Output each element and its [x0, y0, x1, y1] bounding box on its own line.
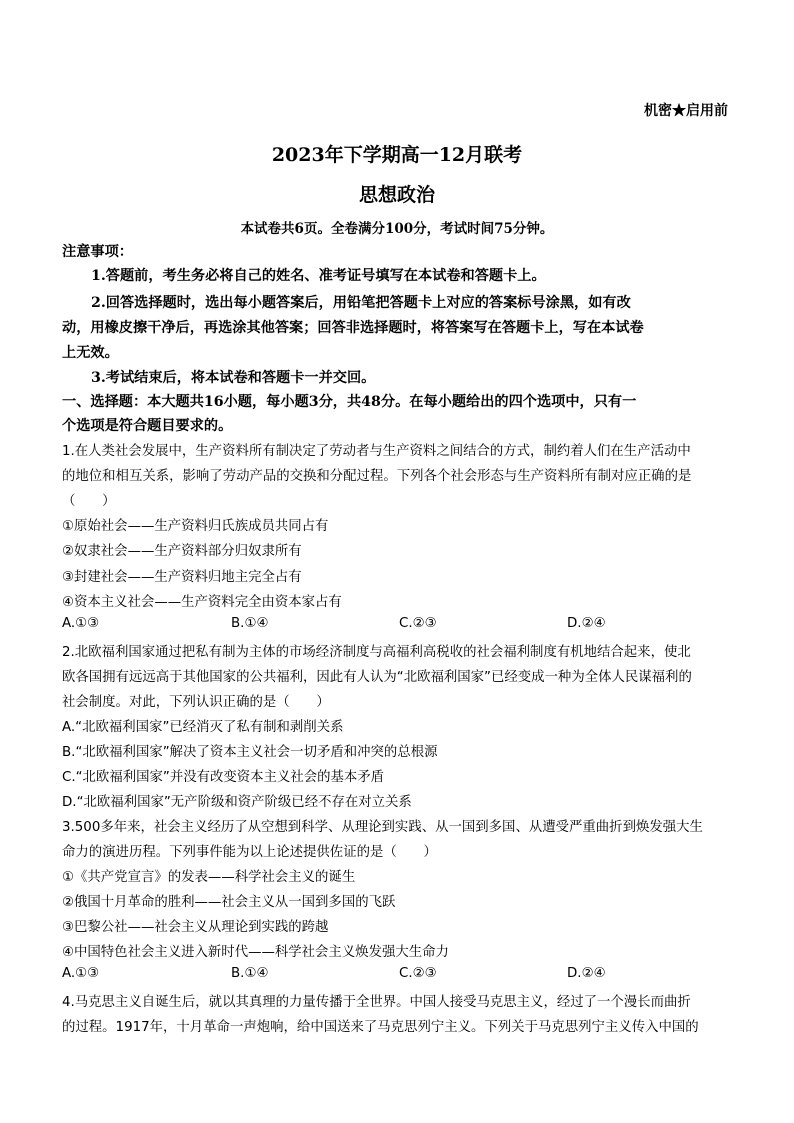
note-2-line-3: 上无效。: [62, 345, 119, 361]
q2-option-b: B.“北欧福利国家”解决了资本主义社会一切矛盾和冲突的总根源: [62, 745, 438, 760]
q1-item-1: ①原始社会——生产资料归氏族成员共同占有: [62, 519, 329, 534]
q1-item-3: ③封建社会——生产资料归地主完全占有: [62, 570, 302, 585]
q2-stem-line-3: 社会制度。对此，下列认识正确的是（ ）: [62, 695, 330, 710]
q1-stem-line-2: 的地位和相互关系，影响了劳动产品的交换和分配过程。下列各个社会形态与生产资料所有制对应正确的是: [62, 469, 692, 484]
exam-info: 本试卷共6页。全卷满分100分，考试时间75分钟。: [240, 221, 554, 237]
q2-stem-line-2: 欧各国拥有远远高于其他国家的公共福利，因此有人认为“北欧福利国家”已经变成一种为全体人民谋福利的: [62, 670, 692, 685]
q2-option-d: D.“北欧福利国家”无产阶级和资产阶级已经不存在对立关系: [62, 795, 412, 810]
confidential-label: 机密★启用前: [644, 103, 728, 119]
note-2-line-2: 动，用橡皮擦干净后，再选涂其他答案；回答非选择题时，将答案写在答题卡上，写在本试卷: [62, 320, 644, 336]
q3-option-b: B.①④: [231, 966, 269, 981]
note-2-line-1: 2.回答选择题时，选出每小题答案后，用铅笔把答题卡上对应的答案标号涂黑，如有改: [91, 295, 631, 311]
q3-item-1: ①《共产党宣言》的发表——科学社会主义的诞生: [62, 870, 356, 885]
q4-stem-line-2: 的过程。1917年，十月革命一声炮响，给中国送来了马克思列宁主义。下列关于马克思列宁主义传入中国的: [62, 1020, 699, 1035]
q4-stem-line-1: 4.马克思主义自诞生后，就以其真理的力量传播于全世界。中国人接受马克思主义，经过了一个漫长而曲折: [62, 995, 691, 1010]
q2-option-a: A.“北欧福利国家”已经消灭了私有制和剥削关系: [62, 720, 344, 735]
section-heading-line-2: 个选项是符合题目要求的。: [62, 418, 233, 434]
q3-option-c: C.②③: [399, 966, 437, 981]
q3-stem-line-2: 命力的演进历程。下列事件能为以上论述提供佐证的是（ ）: [62, 845, 437, 860]
exam-title: 2023年下学期高一12月联考: [271, 144, 523, 166]
q3-stem-line-1: 3.500多年来，社会主义经历了从空想到科学、从理论到实践、从一国到多国、从遭受严重曲折到焕发强大生: [62, 820, 703, 835]
q1-option-c: C.②③: [399, 616, 437, 631]
q3-item-4: ④中国特色社会主义进入新时代——科学社会主义焕发强大生命力: [62, 945, 449, 960]
q3-item-3: ③巴黎公社——社会主义从理论到实践的跨越: [62, 920, 329, 935]
note-1: 1.答题前，考生务必将自己的姓名、准考证号填写在本试卷和答题卡上。: [91, 268, 546, 284]
q3-item-2: ②俄国十月革命的胜利——社会主义从一国到多国的飞跃: [62, 895, 396, 910]
q3-option-d: D.②④: [567, 966, 606, 981]
q1-option-b: B.①④: [231, 616, 269, 631]
q1-stem-line-1: 1.在人类社会发展中，生产资料所有制决定了劳动者与生产资料之间结合的方式，制约着人们在生产活动中: [62, 444, 691, 459]
q1-option-a: A.①③: [62, 616, 100, 631]
q1-option-d: D.②④: [567, 616, 606, 631]
q1-stem-line-3: （ ）: [62, 494, 116, 509]
q2-option-c: C.“北欧福利国家”并没有改变资本主义社会的基本矛盾: [62, 770, 385, 785]
section-heading-line-1: 一、选择题：本大题共16小题，每小题3分，共48分。在每小题给出的四个选项中，只有一: [62, 394, 637, 410]
q3-option-a: A.①③: [62, 966, 100, 981]
q1-item-2: ②奴隶社会——生产资料部分归奴隶所有: [62, 544, 302, 559]
note-3: 3.考试结束后，将本试卷和答题卡一并交回。: [91, 370, 376, 386]
notes-heading: 注意事项：: [62, 244, 133, 260]
q1-item-4: ④资本主义社会——生产资料完全由资本家占有: [62, 595, 342, 610]
subject-title: 思想政治: [358, 184, 435, 206]
q2-stem-line-1: 2.北欧福利国家通过把私有制为主体的市场经济制度与高福利高税收的社会福利制度有机地结合起来，使北: [62, 645, 691, 660]
